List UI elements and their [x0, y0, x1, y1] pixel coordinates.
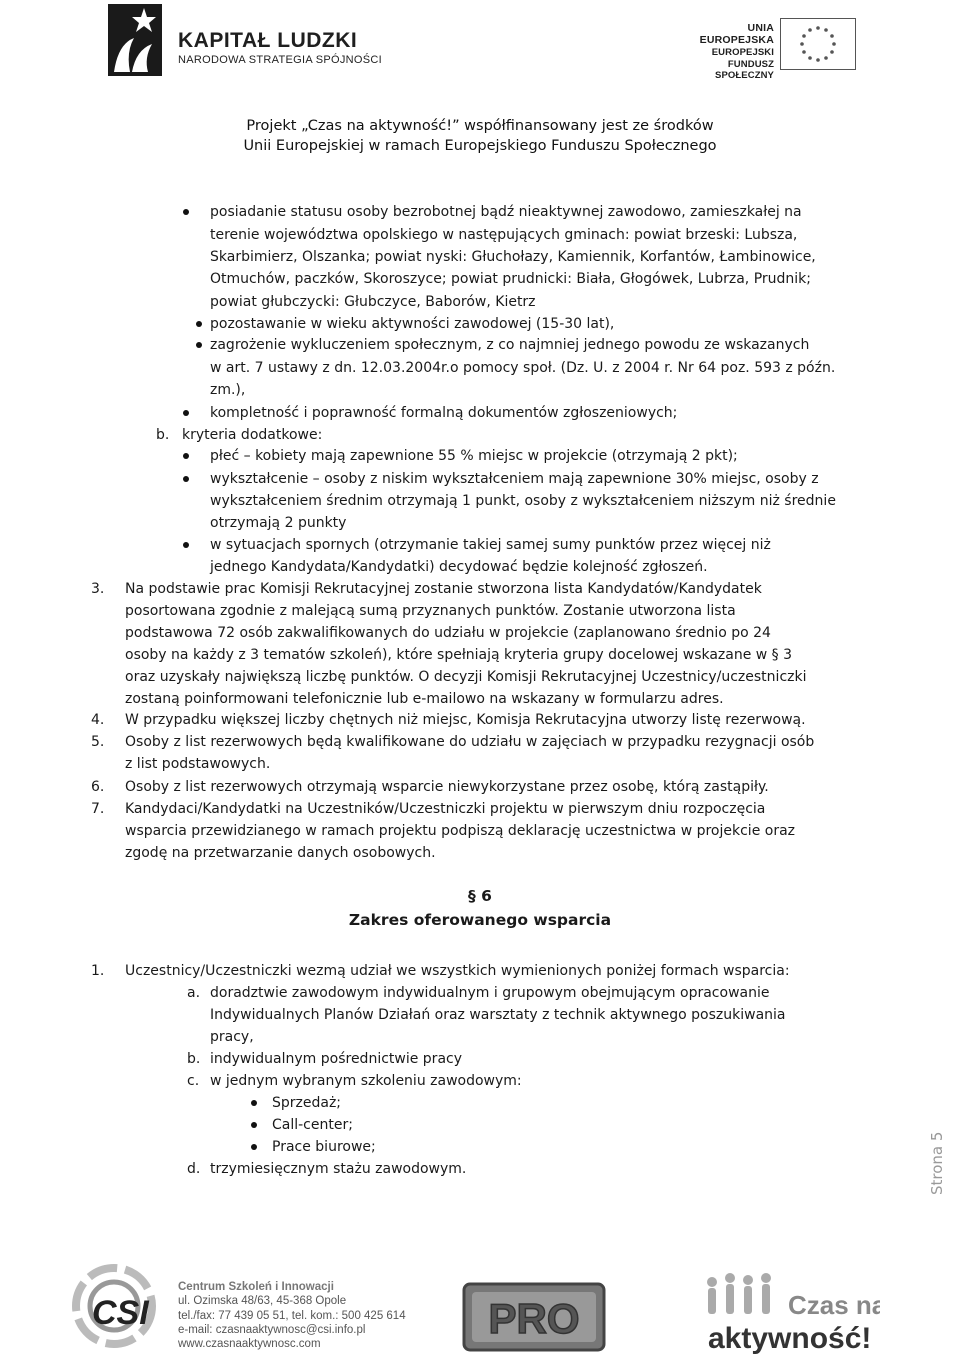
- item-number: 5.: [91, 734, 105, 750]
- item-number: 7.: [91, 801, 105, 817]
- additional-criteria-line: wykształceniem średnim otrzymają 1 punkt, osoby z wykształceniem niższym niż średnie: [210, 493, 836, 509]
- criteria-line: Otmuchów, paczków, Skoroszyce; powiat prudnicki: Biała, Głogówek, Lubrza, Prudnik;: [210, 271, 812, 287]
- additional-criteria-line: w sytuacjach spornych (otrzymanie takiej samej sumy punktów przez więcej niż: [210, 537, 771, 553]
- training-option: Sprzedaż;: [272, 1095, 342, 1111]
- paragraph-line: podstawowa 72 osób zakwalifikowanych do udziału w projekcie (zaplanowano średnio po 24: [125, 625, 771, 641]
- pro-logo: [462, 1282, 606, 1352]
- bullet-icon: [183, 410, 189, 416]
- footer-www: www.czasnaaktywnosc.com: [178, 1338, 321, 1351]
- paragraph-line: z list podstawowych.: [125, 756, 271, 772]
- item-number: 1.: [91, 963, 105, 979]
- paragraph-line: Osoby z list rezerwowych będą kwalifikowane do udziału w zajęciach w przypadku rezygnacji osób: [125, 734, 815, 750]
- bullet-icon: [183, 209, 189, 215]
- pro-logo-text: PRO: [488, 1295, 580, 1342]
- paragraph-line: zgodę na przetwarzanie danych osobowych.: [125, 845, 436, 861]
- additional-criteria-line: płeć – kobiety mają zapewnione 55 % miejsc w projekcie (otrzymają 2 pkt);: [210, 448, 738, 464]
- bullet-icon: [251, 1144, 257, 1150]
- list-marker-a: a.: [187, 985, 201, 1001]
- support-line: trzymiesięcznym stażu zawodowym.: [210, 1161, 467, 1177]
- support-line: pracy,: [210, 1029, 254, 1045]
- paragraph-line: osoby na każdy z 3 tematów szkoleń), które spełniają kryteria grupy docelowej wskazane w § 3: [125, 647, 793, 663]
- paragraph-line: Kandydaci/Kandydatki na Uczestników/Uczestniczki projektu w pierwszym dniu rozpoczęcia: [125, 801, 766, 817]
- additional-criteria-line: otrzymają 2 punkty: [210, 515, 347, 531]
- czas-logo-line1: Czas na: [788, 1290, 880, 1320]
- list-marker-c: c.: [187, 1073, 200, 1089]
- support-line: w jednym wybranym szkoleniu zawodowym:: [210, 1073, 522, 1089]
- project-line-1: Projekt „Czas na aktywność!” współfinansowany jest ze środków: [246, 118, 714, 134]
- ue-line-3: FUNDUSZ SPOŁECZNY: [715, 59, 774, 81]
- list-marker-b: b.: [156, 427, 170, 443]
- csi-logo: [72, 1262, 172, 1352]
- criteria-line: pozostawanie w wieku aktywności zawodowej (15-30 lat),: [210, 316, 615, 332]
- ue-efs-label: [676, 22, 774, 81]
- support-intro: Uczestnicy/Uczestniczki wezmą udział we wszystkich wymienionych poniżej formach wsparcia:: [125, 963, 790, 979]
- kapital-ludzki-title: KAPITAŁ LUDZKI: [178, 29, 358, 52]
- criteria-line: zagrożenie wykluczeniem społecznym, z co najmniej jednego powodu ze wskazanych: [210, 337, 810, 353]
- criteria-line: kompletność i poprawność formalną dokumentów zgłoszeniowych;: [210, 405, 678, 421]
- footer-address: ul. Ozimska 48/63, 45-368 Opole: [178, 1295, 347, 1308]
- list-marker-d: d.: [187, 1161, 201, 1177]
- section-title: Zakres oferowanego wsparcia: [348, 911, 612, 929]
- paragraph-line: posortowana zgodnie z malejącą sumą przyznanych punktów. Zostanie utworzona lista: [125, 603, 736, 619]
- criteria-line: Skarbimierz, Olszanka; powiat nyski: Głuchołazy, Kamiennik, Korfantów, Łambinowice,: [210, 249, 816, 265]
- kapital-ludzki-logo: [108, 4, 162, 76]
- czas-logo-line2: aktywność!: [708, 1322, 872, 1354]
- paragraph-line: oraz uzyskały największą liczbę punktów. O decyzji Komisji Rekrutacyjnej Uczestnicy/uczestniczki: [125, 669, 807, 685]
- bullet-icon: [251, 1122, 257, 1128]
- footer-contact: [178, 1280, 406, 1351]
- paragraph-line: Osoby z list rezerwowych otrzymają wsparcie niewykorzystane przez osobę, którą zastąpiły.: [125, 779, 769, 795]
- eu-flag-icon: [780, 18, 856, 70]
- training-option: Prace biurowe;: [272, 1139, 376, 1155]
- additional-criteria-line: jednego Kandydata/Kandydatki) decydować będzie kolejność zgłoszeń.: [210, 559, 708, 575]
- support-line: Indywidualnych Planów Działań oraz warsztaty z technik aktywnego poszukiwania: [210, 1007, 786, 1023]
- project-line-2: Unii Europejskiej w ramach Europejskiego Funduszu Społecznego: [243, 138, 717, 154]
- bullet-icon: [251, 1100, 257, 1106]
- criteria-line: w art. 7 ustawy z dn. 12.03.2004r.o pomocy społ. (Dz. U. z 2004 r. Nr 64 poz. 593 z późn.: [210, 360, 836, 376]
- paragraph-line: W przypadku większej liczby chętnych niż miejsc, Komisja Rekrutacyjna utworzy listę rezerwową.: [125, 712, 806, 728]
- criteria-line: terenie województwa opolskiego w następujących gminach: powiat brzeski: Lubsza,: [210, 227, 798, 243]
- bullet-icon: [183, 476, 189, 482]
- list-marker-b: b.: [187, 1051, 201, 1067]
- ue-line-2: EUROPEJSKI: [711, 47, 774, 58]
- kapital-ludzki-subtitle: NARODOWA STRATEGIA SPÓJNOŚCI: [178, 54, 382, 66]
- bullet-icon: [196, 321, 202, 327]
- paragraph-line: Na podstawie prac Komisji Rekrutacyjnej zostanie stworzona lista Kandydatów/Kandydatek: [125, 581, 762, 597]
- ue-line-1: UNIA EUROPEJSKA: [699, 22, 774, 46]
- csi-logo-text: CSI: [92, 1294, 149, 1332]
- additional-criteria-line: wykształcenie – osoby z niskim wykształceniem mają zapewnione 30% miejsc, osoby z: [210, 471, 819, 487]
- page-number: Strona 5: [928, 1131, 946, 1195]
- criteria-line: posiadanie statusu osoby bezrobotnej bądź nieaktywnej zawodowo, zamieszkałej na: [210, 204, 802, 220]
- bullet-icon: [196, 342, 202, 348]
- paragraph-line: zostaną poinformowani telefonicznie lub e-mailowo na wskazany w formularzu adres.: [125, 691, 724, 707]
- footer-org: Centrum Szkoleń i Innowacji: [178, 1281, 334, 1293]
- footer-email: e-mail: czasnaaktywnosc@csi.info.pl: [178, 1323, 366, 1336]
- item-number: 6.: [91, 779, 105, 795]
- footer-phone: tel./fax: 77 439 05 51, tel. kom.: 500 425 614: [178, 1309, 406, 1322]
- bullet-icon: [183, 453, 189, 459]
- section-symbol: § 6: [468, 887, 492, 905]
- bullet-icon: [183, 542, 189, 548]
- czas-na-aktywnosc-logo: [700, 1268, 880, 1354]
- support-line: indywidualnym pośrednictwie pracy: [210, 1051, 462, 1067]
- support-line: doradztwie zawodowym indywidualnym i grupowym obejmującym opracowanie: [210, 985, 770, 1001]
- item-number: 3.: [91, 581, 105, 597]
- criteria-line: zm.),: [210, 382, 246, 398]
- paragraph-line: wsparcia przewidzianego w ramach projektu podpiszą deklarację uczestnictwa w projekcie oraz: [125, 823, 796, 839]
- training-option: Call-center;: [272, 1117, 353, 1133]
- item-number: 4.: [91, 712, 105, 728]
- additional-criteria-label: kryteria dodatkowe:: [182, 427, 323, 443]
- criteria-line: powiat głubczycki: Głubczyce, Baborów, Kietrz: [210, 294, 536, 310]
